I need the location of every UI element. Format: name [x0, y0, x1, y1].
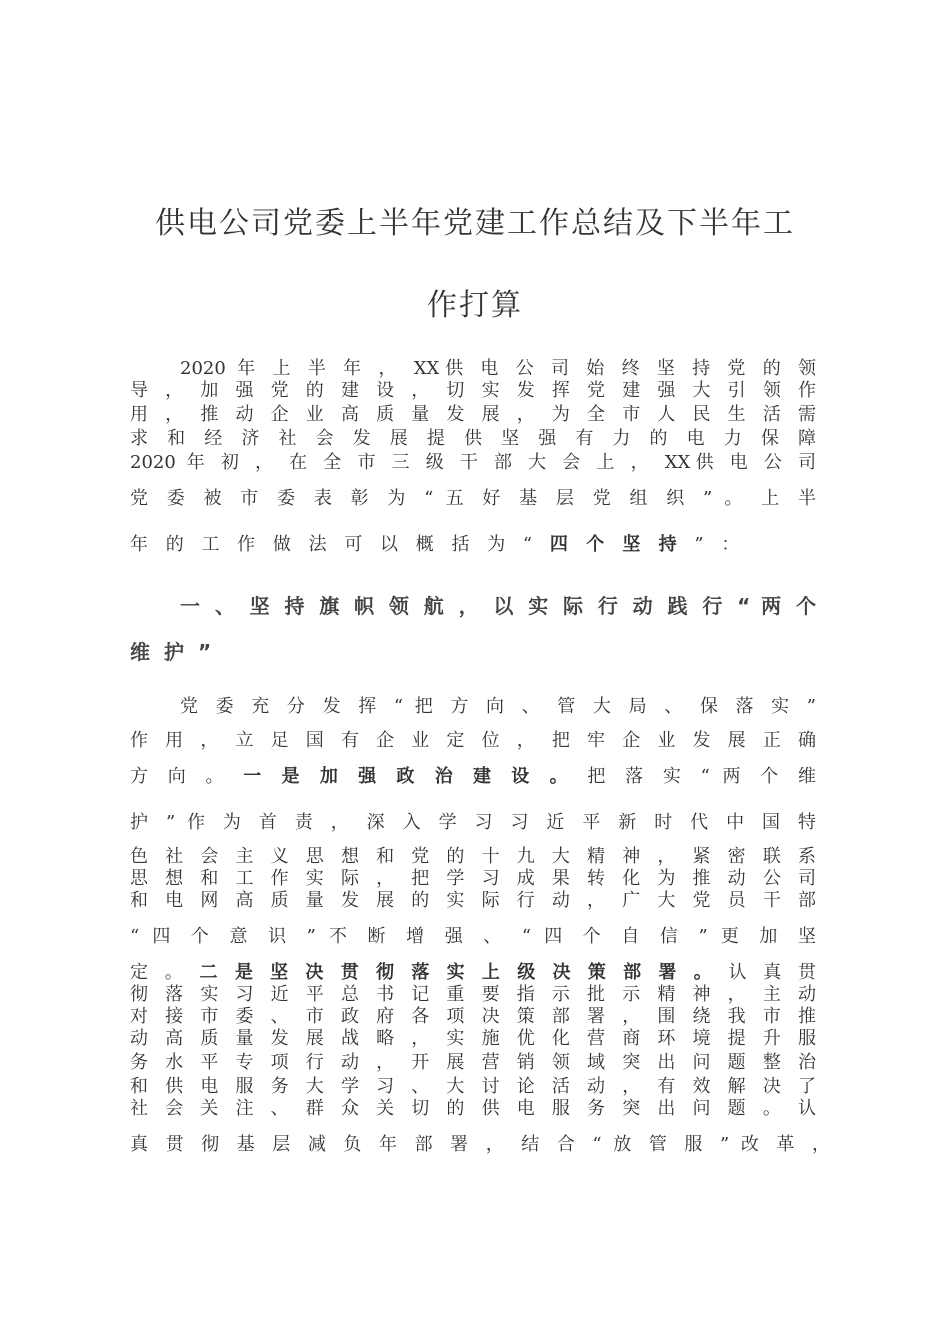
body-line: 务 水 平 专 项 行 动 ， 开 展 营 销 领 域 突 出 问 题 整 治 [130, 1052, 816, 1073]
intro-line: 2020 年 上 半 年 ， XX供 电 公 司 始 终 坚 持 党 的 领 [180, 358, 816, 379]
body-line: 真 贯 彻 基 层 减 负 年 部 署 ， 结 合 “ 放 管 服 ” 改 革 ， [130, 1134, 830, 1155]
page-title-line2: 作打算 [427, 288, 523, 323]
body-bold-text: 二 是 坚 决 贯 彻 落 实 上 级 决 策 部 署 。 [199, 962, 718, 983]
body-line: 作 用 ， 立 足 国 有 企 业 定 位 ， 把 牢 企 业 发 展 正 确 [130, 730, 816, 751]
body-line: 思 想 和 工 作 实 际 ， 把 学 习 成 果 转 化 为 推 动 公 司 [130, 868, 816, 889]
intro-line [130, 534, 816, 556]
intro-text: 年 的 工 作 做 法 可 以 概 括 为 “ [130, 534, 550, 555]
body-line [130, 962, 816, 984]
body-line: 对 接 市 委 、 市 政 府 各 项 决 策 部 署 ， 围 绕 我 市 推 [130, 1006, 816, 1027]
body-line: 护 ” 作 为 首 责 ， 深 入 学 习 习 近 平 新 时 代 中 国 特 [130, 812, 816, 833]
body-text: 认 真 贯 [717, 962, 816, 983]
body-line: 社 会 关 注 、 群 众 关 切 的 供 电 服 务 突 出 问 题 。 认 [130, 1098, 816, 1119]
section-heading-1: 一 、 坚 持 旗 帜 领 航 ， 以 实 际 行 动 践 行 “ 两 个 [180, 594, 816, 618]
page-title-line1: 供电公司党委上半年党建工作总结及下半年工 [155, 206, 795, 241]
body-line: 彻 落 实 习 近 平 总 书 记 重 要 指 示 批 示 精 神 ， 主 动 [130, 984, 816, 1005]
intro-line: 求 和 经 济 社 会 发 展 提 供 坚 强 有 力 的 电 力 保 障 [130, 428, 816, 449]
intro-line: 党 委 被 市 委 表 彰 为 “ 五 好 基 层 党 组 织 ” 。 上 半 [130, 488, 816, 509]
body-bold-text: 一 是 加 强 政 治 建 设 。 [243, 766, 575, 787]
section-heading-1-cont: 维护” [130, 640, 226, 664]
intro-bold-text: 四 个 坚 持 [549, 534, 683, 555]
body-line: 和 供 电 服 务 大 学 习 、 大 讨 论 活 动 ， 有 效 解 决 了 [130, 1076, 816, 1097]
body-text: 定 。 [130, 962, 200, 983]
body-line: 色 社 会 主 义 思 想 和 党 的 十 九 大 精 神 ， 紧 密 联 系 [130, 846, 816, 867]
intro-text: ” ： [682, 534, 746, 555]
intro-line: 用 ， 推 动 企 业 高 质 量 发 展 ， 为 全 市 人 民 生 活 需 [130, 404, 816, 425]
intro-line: 2020 年 初 ， 在 全 市 三 级 干 部 大 会 上 ， XX供 电 公 司 [130, 452, 816, 473]
body-line: 动 高 质 量 发 展 战 略 ， 实 施 优 化 营 商 环 境 提 升 服 [130, 1028, 816, 1049]
body-line [130, 766, 816, 788]
body-line: “ 四 个 意 识 ” 不 断 增 强 、 “ 四 个 自 信 ” 更 加 坚 [130, 926, 816, 947]
body-text: 方 向 。 [130, 766, 244, 787]
body-line: 和 电 网 高 质 量 发 展 的 实 际 行 动 ， 广 大 党 员 干 部 [130, 890, 816, 911]
body-line: 党 委 充 分 发 挥 “ 把 方 向 、 管 大 局 、 保 落 实 ” [180, 696, 816, 717]
intro-line: 导 ， 加 强 党 的 建 设 ， 切 实 发 挥 党 建 强 大 引 领 作 [130, 380, 816, 401]
body-text: 把 落 实 “ 两 个 维 [574, 766, 816, 787]
